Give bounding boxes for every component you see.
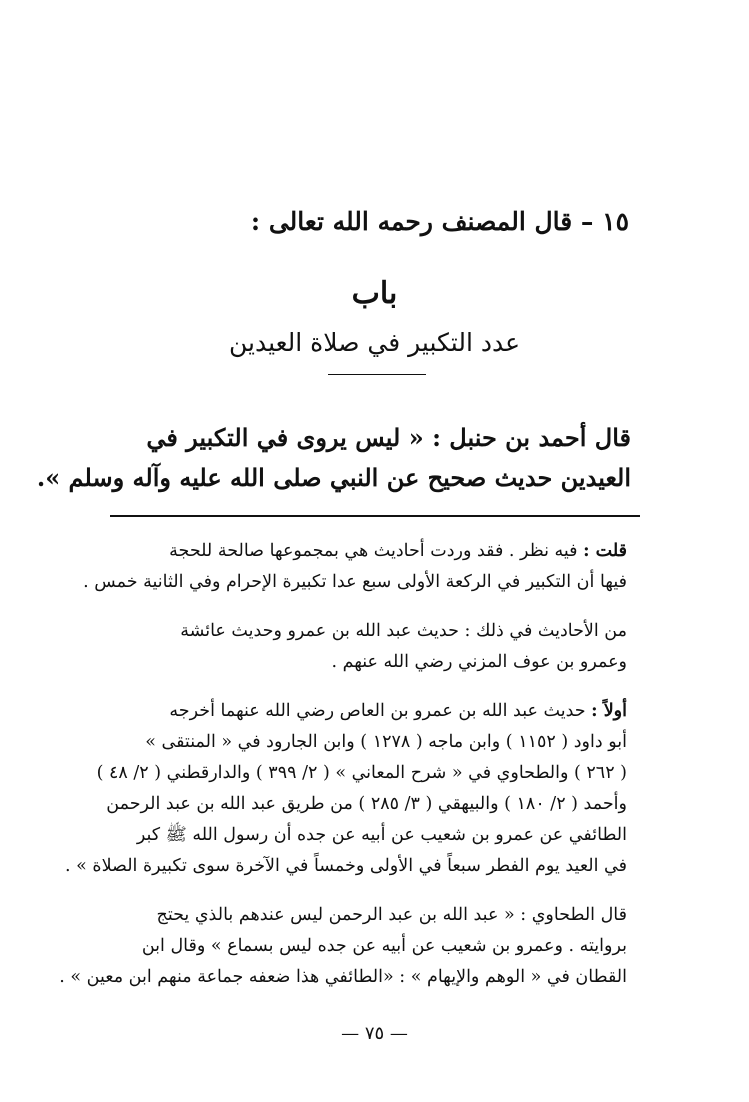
quote-line: العيدين حديث صحيح عن النبي صلى الله عليه وآله وسلم ». [36, 463, 631, 492]
footnote-line: بروايته . وعمرو بن شعيب عن أبيه عن جده ليس بسماع » وقال ابن [141, 936, 627, 956]
title-divider [328, 374, 426, 375]
footnote-paragraph [115, 616, 627, 678]
chapter-subtitle: عدد التكبير في صلاة العيدين [228, 328, 521, 357]
page-number: — ٧٥ — [341, 1023, 408, 1044]
lead-word: قلت : [583, 541, 627, 561]
footnote-line [115, 536, 627, 567]
footnote-line: فيها أن التكبير في الركعة الأولى سبع عدا تكبيرة الإحرام وفي الثانية خمس . [83, 572, 627, 592]
footnote-divider [110, 515, 640, 517]
footnote-line: القطان في « الوهم والإيهام » : «الطائفي هذا ضعفه جماعة منهم ابن معين » . [59, 967, 627, 987]
footnote-line: أبو داود ( ١١٥٢ ) وابن ماجه ( ١٢٧٨ ) وابن الجارود في « المنتقى » [145, 732, 627, 752]
footnote-text: فيه نظر . فقد وردت أحاديث هي بمجموعها صالحة للحجة [169, 541, 584, 561]
quote-line: قال أحمد بن حنبل : « ليس يروى في التكبير في [146, 423, 631, 452]
footnote-paragraph [65, 696, 627, 882]
footnote-paragraph [59, 900, 627, 993]
footnote-line: الطائفي عن عمرو بن شعيب عن أبيه عن جده أن رسول الله ﷺ كبر [136, 825, 627, 845]
footnote-line [115, 696, 627, 727]
footnote-line: قال الطحاوي : « عبد الله بن عبد الرحمن ليس عندهم بالذي يحتج [156, 905, 627, 925]
footnote-text: حديث عبد الله بن عمرو بن العاص رضي الله عنهما أخرجه [169, 701, 592, 721]
footnote-line: في العيد يوم الفطر سبعاً في الأولى وخمساً في الآخرة سوى تكبيرة الصلاة » . [65, 856, 627, 876]
quote-block [36, 418, 631, 498]
footnote-line: ( ٢٦٢ ) والطحاوي في « شرح المعاني » ( ٢/ ٣٩٩ ) والدارقطني ( ٢/ ٤٨ ) [96, 763, 627, 783]
footnote-line: من الأحاديث في ذلك : حديث عبد الله بن عمرو وحديث عائشة [180, 621, 627, 641]
footnote-paragraph [83, 536, 627, 598]
footnote-line: وأحمد ( ٢/ ١٨٠ ) والبيهقي ( ٣/ ٢٨٥ ) من طريق عبد الله بن عبد الرحمن [106, 794, 627, 814]
lead-word: أولاً : [591, 701, 627, 721]
footnote-line: وعمرو بن عوف المزني رضي الله عنهم . [331, 652, 627, 672]
chapter-title: باب [351, 276, 398, 311]
section-heading: ١٥ – قال المصنف رحمه الله تعالى : [250, 207, 629, 236]
